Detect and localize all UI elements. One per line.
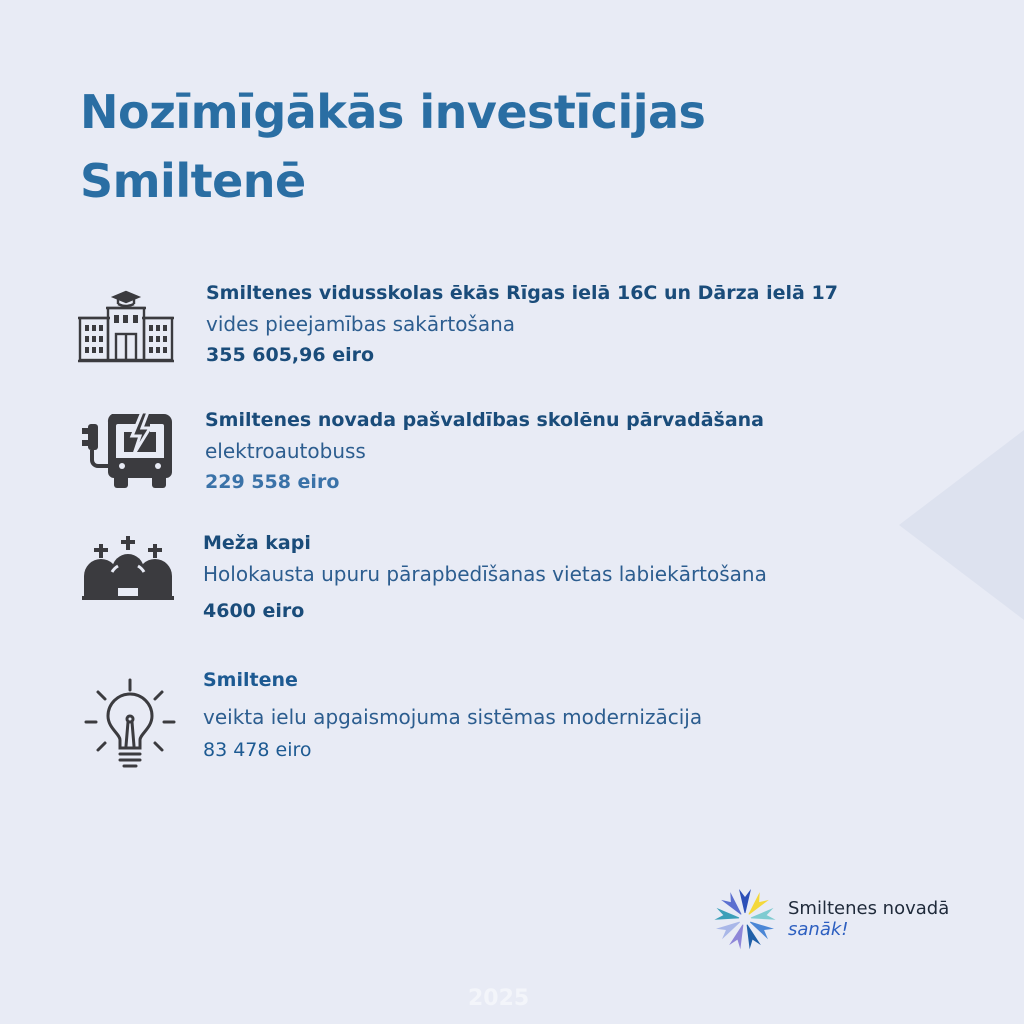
smiltene-logo: [708, 882, 949, 956]
flower-logo-icon: [708, 882, 782, 956]
item-description: vides pieejamības sakārtošana: [206, 312, 516, 336]
item-description: veikta ielu apgaismojuma sistēmas modernizācija: [203, 705, 703, 729]
investment-item-4: [203, 669, 702, 761]
investment-item-2: [205, 409, 764, 493]
investment-item-1: [206, 282, 838, 366]
item-amount: 229 558 eiro: [205, 471, 340, 493]
investment-item-3: [203, 532, 767, 622]
item-description: elektroautobuss: [205, 439, 366, 463]
item-heading: Meža kapi: [203, 532, 311, 554]
page-title: Nozīmīgākās investīcijas Smiltenē: [80, 85, 706, 208]
light-bulb-icon: [84, 678, 176, 774]
logo-slogan: sanāk!: [788, 919, 849, 940]
item-amount: 83 478 eiro: [203, 739, 312, 761]
cemetery-graves-icon: [82, 536, 174, 600]
background-triangle: [899, 430, 1024, 620]
item-amount: 355 605,96 eiro: [206, 344, 375, 366]
item-heading: Smiltenes vidusskolas ēkās Rīgas ielā 16C un Dārza ielā 17: [206, 282, 838, 304]
item-description: Holokausta upuru pārapbedīšanas vietas labiekārtošana: [203, 562, 767, 586]
item-amount: 4600 eiro: [203, 600, 305, 622]
logo-name: Smiltenes novadā: [788, 898, 950, 919]
year-watermark: 2025: [468, 986, 530, 1011]
electric-bus-icon: [80, 406, 176, 490]
item-heading: Smiltene: [203, 669, 298, 691]
item-heading: Smiltenes novada pašvaldības skolēnu pārvadāšana: [205, 409, 764, 431]
school-building-icon: [78, 288, 174, 364]
